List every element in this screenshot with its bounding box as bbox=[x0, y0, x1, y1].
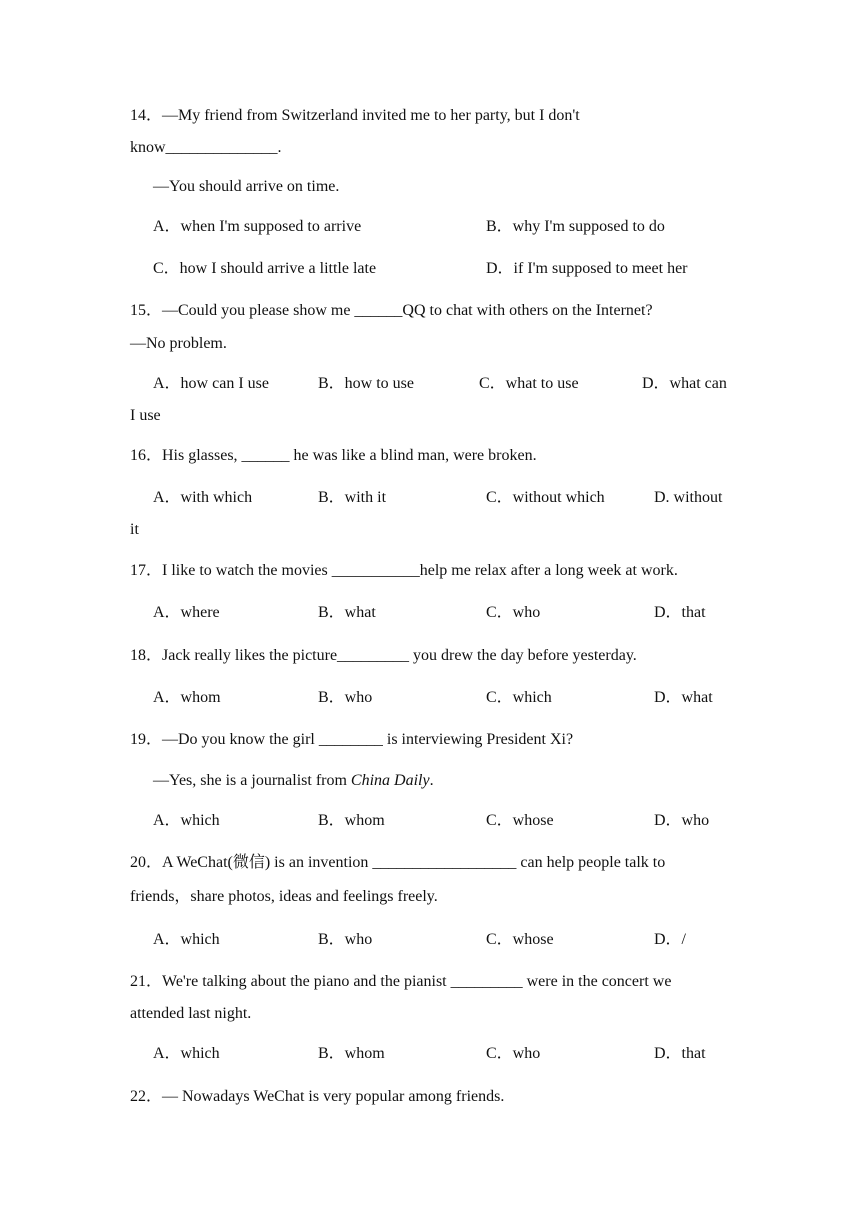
question-21-stem-cont: attended last night. bbox=[130, 1005, 252, 1022]
question-14-stem-cont: know______________. bbox=[130, 139, 282, 156]
question-15-option-d-cont: I use bbox=[130, 407, 161, 424]
question-17-option-d: D．that bbox=[654, 604, 706, 621]
question-18-option-b: B．who bbox=[318, 689, 373, 706]
question-15-stem: 15．—Could you please show me ______QQ to chat with others on the Internet? bbox=[130, 302, 653, 319]
question-20-stem: 20．A WeChat(微信) is an invention __________________ can help people talk to bbox=[130, 854, 666, 871]
question-17-stem: 17．I like to watch the movies ___________help me relax after a long week at work. bbox=[130, 562, 678, 579]
question-18-stem: 18．Jack really likes the picture_________ you drew the day before yesterday. bbox=[130, 647, 637, 664]
question-16-option-d-cont: it bbox=[130, 521, 139, 538]
question-15-response: —No problem. bbox=[130, 335, 227, 352]
question-17-option-c: C．who bbox=[486, 604, 541, 621]
question-14-response: —You should arrive on time. bbox=[153, 178, 340, 195]
question-21-option-b: B．whom bbox=[318, 1045, 385, 1062]
question-21-option-d: D．that bbox=[654, 1045, 706, 1062]
question-16-stem: 16．His glasses, ______ he was like a blind man, were broken. bbox=[130, 447, 537, 464]
question-18-option-c: C．which bbox=[486, 689, 552, 706]
question-21-option-a: A．which bbox=[153, 1045, 220, 1062]
question-17-option-b: B．what bbox=[318, 604, 376, 621]
question-21-stem: 21．We're talking about the piano and the pianist _________ were in the concert we bbox=[130, 973, 672, 990]
question-15-option-a: A．how can I use bbox=[153, 375, 269, 392]
question-15-option-c: C．what to use bbox=[479, 375, 579, 392]
question-19-option-c: C．whose bbox=[486, 812, 554, 829]
question-21-option-c: C．who bbox=[486, 1045, 541, 1062]
question-14-stem: 14．—My friend from Switzerland invited me to her party, but I don't bbox=[130, 107, 580, 124]
question-20-stem-cont: friends，share photos, ideas and feelings freely. bbox=[130, 888, 438, 905]
question-19-option-a: A．which bbox=[153, 812, 220, 829]
question-19-option-b: B．whom bbox=[318, 812, 385, 829]
question-16-option-b: B．with it bbox=[318, 489, 387, 506]
question-15-option-d: D．what can bbox=[642, 375, 727, 392]
question-16-option-d: D. without bbox=[654, 489, 723, 506]
newspaper-title: China Daily bbox=[350, 772, 430, 789]
question-14-option-a: A．when I'm supposed to arrive bbox=[153, 218, 362, 235]
question-20-option-c: C．whose bbox=[486, 931, 554, 948]
question-16-option-a: A．with which bbox=[153, 489, 253, 506]
question-20-option-a: A．which bbox=[153, 931, 220, 948]
question-20-option-d: D．/ bbox=[654, 931, 687, 948]
question-19-stem: 19．—Do you know the girl ________ is interviewing President Xi? bbox=[130, 731, 574, 748]
question-19-option-d: D．who bbox=[654, 812, 710, 829]
question-20-option-b: B．who bbox=[318, 931, 373, 948]
question-19-response bbox=[153, 771, 434, 791]
question-19-response-end: . bbox=[429, 772, 434, 789]
question-15-option-b: B．how to use bbox=[318, 375, 415, 392]
question-18-option-a: A．whom bbox=[153, 689, 221, 706]
question-17-option-a: A．where bbox=[153, 604, 220, 621]
question-18-option-d: D．what bbox=[654, 689, 713, 706]
question-22-stem: 22．— Nowadays WeChat is very popular among friends. bbox=[130, 1088, 505, 1105]
question-14-option-d: D．if I'm supposed to meet her bbox=[486, 260, 688, 277]
question-14-option-c: C．how I should arrive a little late bbox=[153, 260, 377, 277]
question-16-option-c: C．without which bbox=[486, 489, 605, 506]
question-14-option-b: B．why I'm supposed to do bbox=[486, 218, 665, 235]
question-19-response-text: —Yes, she is a journalist from bbox=[153, 772, 351, 789]
